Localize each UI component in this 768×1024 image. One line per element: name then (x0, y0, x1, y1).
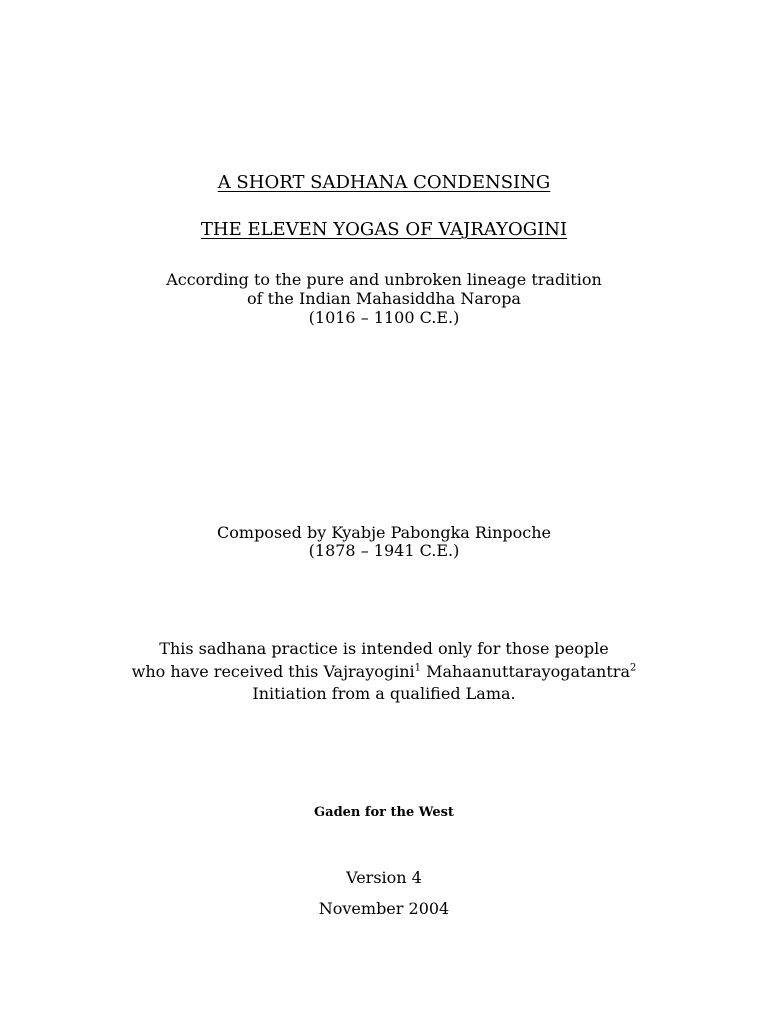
notice-line-2-term: Mahaanuttarayogatantra (421, 662, 630, 681)
title-line-2: THE ELEVEN YOGAS OF VAJRAYOGINI (200, 219, 568, 240)
notice-line-1: This sadhana practice is intended only for those people (159, 639, 609, 658)
footnote-marker-2[interactable]: 2 (629, 662, 637, 674)
lineage-line-1: According to the pure and unbroken lineage tradition (166, 270, 602, 289)
publication-date: November 2004 (318, 899, 450, 918)
version: Version 4 (346, 868, 422, 887)
author-line: Composed by Kyabje Pabongka Rinpoche (217, 523, 551, 542)
notice-line-3: Initiation from a qualified Lama. (252, 684, 516, 703)
footnote-marker-1[interactable]: 1 (414, 662, 422, 674)
title-line-1: A SHORT SADHANA CONDENSING (217, 172, 551, 193)
publisher: Gaden for the West (314, 805, 454, 820)
notice-line-2-text: who have received this Vajrayogini (131, 662, 415, 681)
lineage-line-2: of the Indian Mahasiddha Naropa (247, 289, 521, 308)
lineage-dates: (1016 – 1100 C.E.) (308, 308, 460, 327)
author-dates: (1878 – 1941 C.E.) (308, 541, 460, 560)
notice-line-2 (0, 664, 768, 680)
